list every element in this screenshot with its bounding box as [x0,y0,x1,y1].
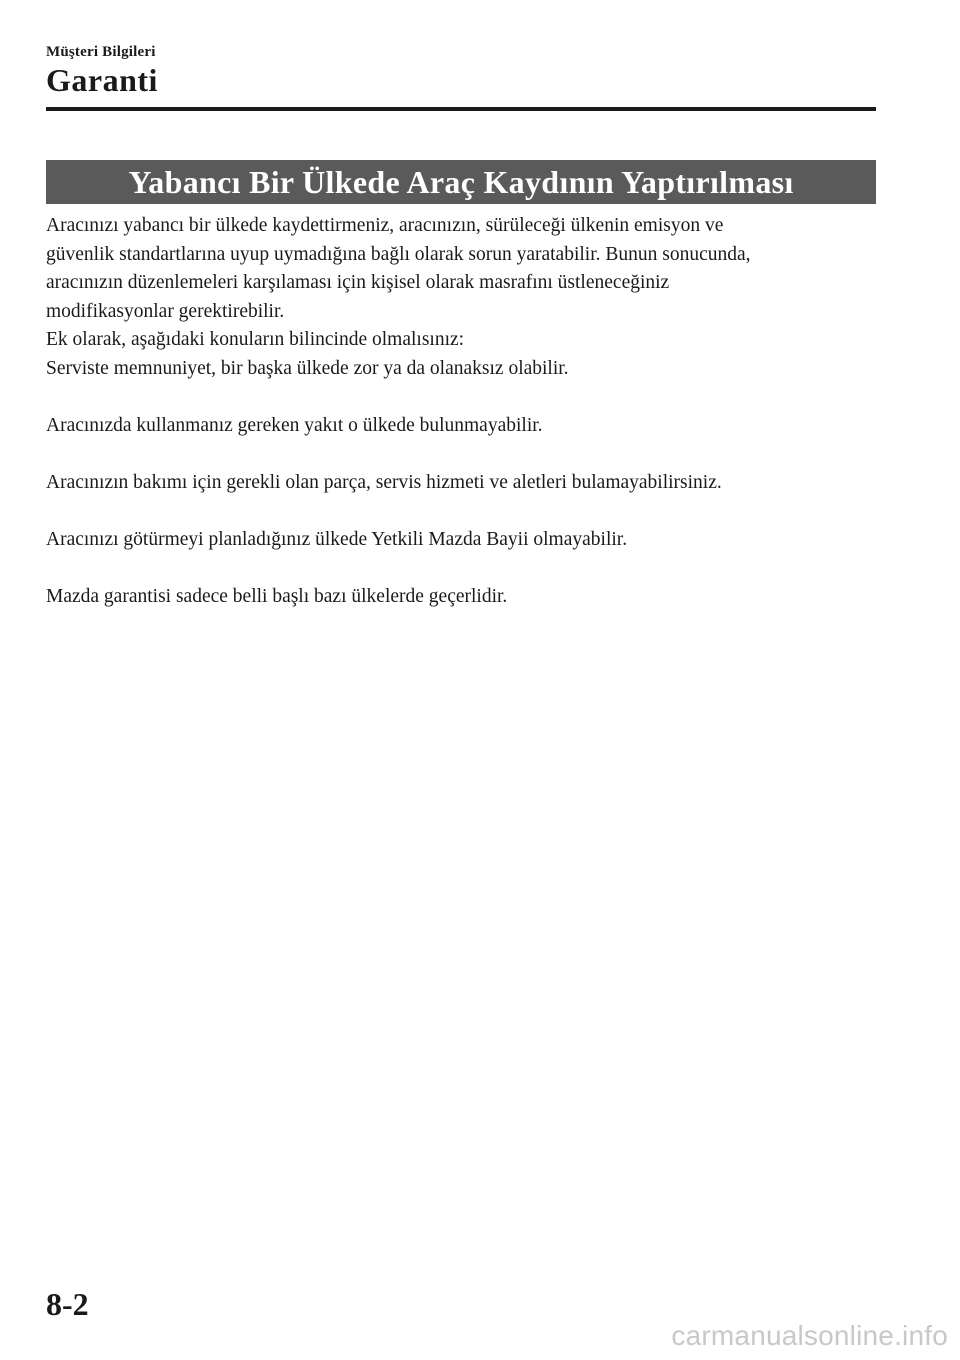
intro-line: güvenlik standartlarına uyup uymadığına bağlı olarak sorun yaratabilir. Bunun sonucunda, [46,243,751,265]
section-banner [46,160,876,204]
intro-line: Aracınızı yabancı bir ülkede kaydettirmeniz, aracınızın, sürüleceği ülkenin emisyon ve [46,215,724,236]
point-paragraph: Mazda garantisi sadece belli başlı bazı ülkelerde geçerlidir. [46,585,508,607]
point-paragraph: Aracınızın bakımı için gerekli olan parça, servis hizmeti ve aletleri bulamayabilirsiniz. [46,471,722,493]
intro-line: Serviste memnuniyet, bir başka ülkede zor ya da olanaksız olabilir. [46,357,569,379]
section-title: Yabancı Bir Ülkede Araç Kaydının Yaptırılması [128,163,794,200]
intro-line: aracınızın düzenlemeleri karşılaması için kişisel olarak masrafını üstleneceğiniz [46,272,670,293]
chapter-title: Garanti [46,62,158,98]
point-paragraph: Aracınızı götürmeyi planladığınız ülkede Yetkili Mazda Bayii olmayabilir. [46,528,628,550]
title-divider [46,107,876,111]
page-number: 8-2 [46,1286,89,1322]
watermark: carmanualsonline.info [671,1320,948,1351]
breadcrumb: Müşteri Bilgileri [46,44,156,60]
intro-line: Ek olarak, aşağıdaki konuların bilincinde olmalısınız: [46,329,465,350]
intro-line: modifikasyonlar gerektirebilir. [46,300,285,322]
body-text [46,212,876,611]
point-paragraph: Aracınızda kullanmanız gereken yakıt o ülkede bulunmayabilir. [46,414,543,436]
